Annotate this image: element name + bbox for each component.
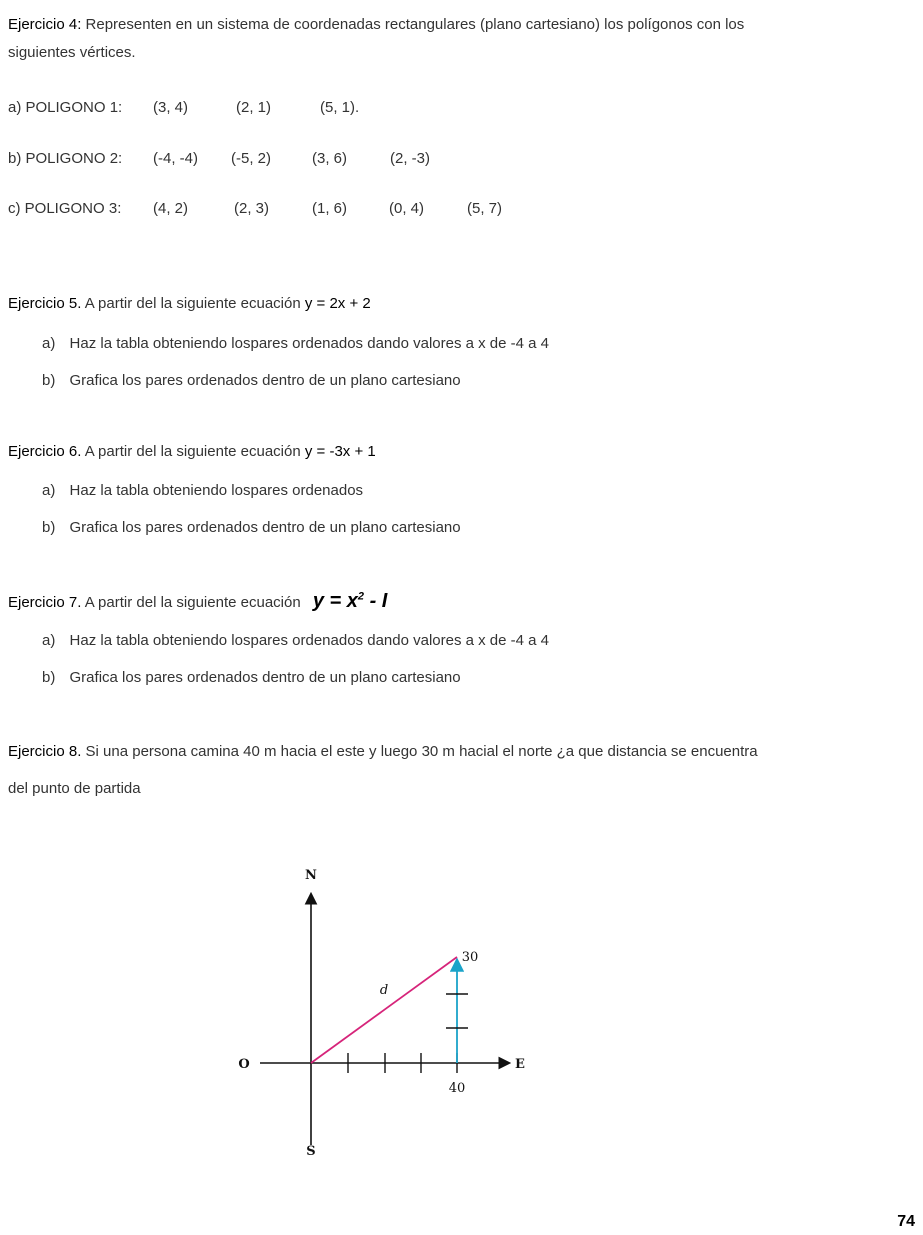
ex4-item-c-coord-4: (0, 4) [389,200,425,217]
south-label: S [306,1144,316,1159]
ex4-heading-line [8,16,744,33]
ex6-item-b [42,519,461,536]
distance-label: d [379,983,389,998]
ex5-intro: A partir del la siguiente ecuación [84,295,301,312]
ex6-item-a [42,482,363,499]
ex5-item-a-text: Haz la tabla obteniendo lospares ordenados dando valores a x de -4 a 4 [69,335,550,352]
ex7-item-a [42,632,549,649]
ex7-heading-line [8,590,387,613]
page-number: 74 [897,1213,915,1230]
ex4-item-a-prefix: a) POLIGONO 1: [8,99,123,116]
vector-diagram [220,855,540,1165]
ex4-item-a-coord-2: (2, 1) [236,99,272,116]
ex6-label: Ejercicio 6. [8,443,82,460]
east-distance-label: 40 [448,1081,466,1096]
ex5-heading-line [8,295,371,312]
ex4-item-c-coord-3: (1, 6) [312,200,348,217]
ex8-text-line1: Si una persona camina 40 m hacia el este y luego 30 m hacial el norte ¿a que distancia se encuentra [85,743,758,760]
ex4-label: Ejercicio 4: [8,16,82,33]
ex4-item-a-coord-1: (3, 4) [153,99,189,116]
ex5-item-a-marker: a) [42,335,56,352]
ex7-equation-exp: 2 [357,590,365,603]
ex4-item-c-prefix: c) POLIGONO 3: [8,200,122,217]
ex4-text-line1: Representen en un sistema de coordenadas rectangulares (plano cartesiano) los polígonos con los [85,16,745,33]
ex4-item-b [8,150,122,167]
ex4-item-c [8,200,121,217]
ex7-equation [313,590,388,612]
ex5-equation: y = 2x + 2 [304,295,371,312]
ex4-item-b-coord-1: (-4, -4) [153,150,198,167]
ex6-item-b-text: Grafica los pares ordenados dentro de un plano cartesiano [69,519,461,536]
ex6-item-a-marker: a) [42,482,56,499]
ex4-item-b-coord-3: (3, 6) [312,150,348,167]
ex4-text-line2: siguientes vértices. [8,44,136,61]
ex7-equation-base: y = x [312,590,358,612]
displacement-line [311,957,457,1063]
ex6-intro: A partir del la siguiente ecuación [84,443,301,460]
ex7-item-b-text: Grafica los pares ordenados dentro de un plano cartesiano [69,669,461,686]
east-label: E [515,1057,525,1072]
ex4-item-b-prefix: b) POLIGONO 2: [8,150,123,167]
ex8-text-line2: del punto de partida [8,780,141,797]
ex6-equation: y = -3x + 1 [304,443,376,460]
ex5-item-b-marker: b) [42,372,56,389]
north-label: N [305,868,317,883]
ex7-item-a-text: Haz la tabla obteniendo lospares ordenados dando valores a x de -4 a 4 [69,632,550,649]
ex7-equation-tail: - I [364,590,388,612]
ex4-item-c-coord-1: (4, 2) [153,200,189,217]
north-distance-label: 30 [461,950,479,965]
ex6-item-a-text: Haz la tabla obteniendo lospares ordenados [69,482,364,499]
ex6-item-b-marker: b) [42,519,56,536]
ex7-intro: A partir del la siguiente ecuación [84,594,301,611]
ex5-label: Ejercicio 5. [8,295,82,312]
ex5-item-b [42,372,461,389]
ex4-item-c-coord-2: (2, 3) [234,200,270,217]
ex7-label: Ejercicio 7. [8,594,82,611]
ex4-item-b-coord-2: (-5, 2) [231,150,272,167]
ex4-item-a [8,99,122,116]
ex5-item-b-text: Grafica los pares ordenados dentro de un plano cartesiano [69,372,461,389]
ex4-item-a-coord-3: (5, 1). [320,99,360,116]
ex7-item-a-marker: a) [42,632,56,649]
ex7-item-b [42,669,461,686]
ex4-item-b-coord-4: (2, -3) [390,150,431,167]
origin-label: O [238,1057,250,1072]
ex4-item-c-coord-5: (5, 7) [467,200,503,217]
ex7-item-b-marker: b) [42,669,56,686]
ex6-heading-line [8,443,376,460]
ex8-heading-line [8,743,758,760]
ex5-item-a [42,335,549,352]
ex8-label: Ejercicio 8. [8,743,82,760]
